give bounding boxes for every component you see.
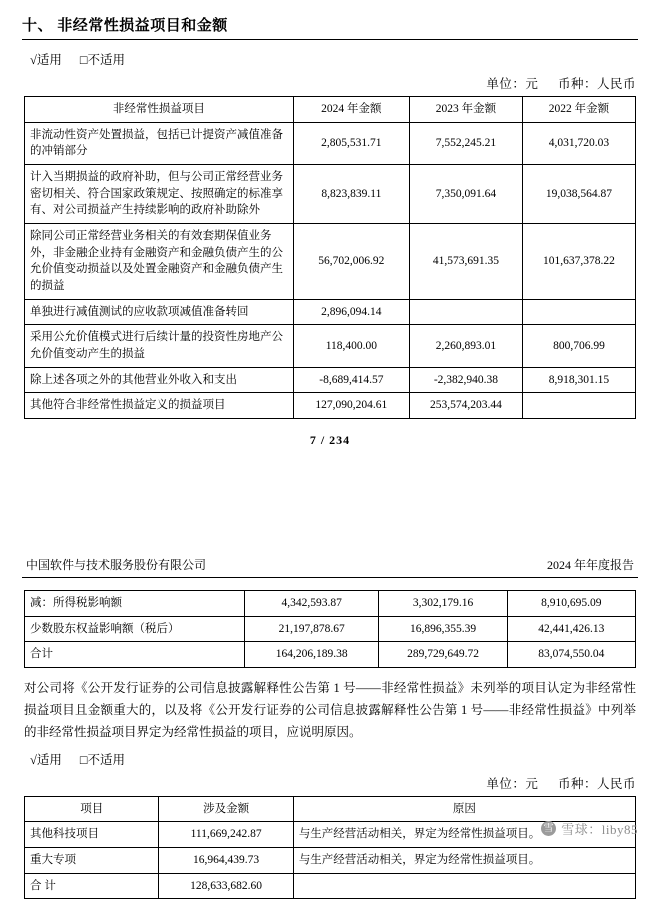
watermark-logo-icon: 雪	[541, 821, 556, 836]
running-header	[22, 556, 638, 577]
applicable-label: 适用	[36, 53, 62, 67]
not-applicable-label: 不适用	[87, 53, 125, 67]
row-value-2023: 16,896,355.39	[379, 616, 507, 642]
continued-table-wrapper	[22, 590, 638, 668]
table-row	[25, 591, 636, 617]
nonrecurring-items-table-continued	[24, 590, 636, 668]
row-amount: 128,633,682.60	[159, 873, 293, 899]
row-item-label: 少数股东权益影响额（税后）	[25, 616, 245, 642]
not-applicable-label-2: 不适用	[87, 752, 125, 767]
row-amount: 16,964,439.73	[159, 848, 293, 874]
not-applicable-option[interactable]	[80, 50, 125, 68]
column-header-2023: 2023 年金额	[409, 97, 522, 123]
row-value-2023: 41,573,691.35	[409, 224, 522, 300]
row-item-label: 重大专项	[25, 848, 159, 874]
row-value-2022: 4,031,720.03	[522, 122, 635, 164]
page-title: 十、 非经常性损益项目和金额	[22, 18, 228, 34]
row-item-label: 除上述各项之外的其他营业外收入和支出	[25, 367, 294, 393]
applicable-selector	[22, 46, 638, 72]
check-icon: √	[30, 53, 37, 67]
applicable-checked-option-2[interactable]	[30, 750, 62, 768]
row-value-2022: 8,910,695.09	[507, 591, 635, 617]
row-value-2024: 127,090,204.61	[293, 393, 409, 419]
row-value-2024: 8,823,839.11	[293, 165, 409, 224]
applicable-label-2: 适用	[36, 752, 62, 767]
row-item-label: 单独进行减值测试的应收款项减值准备转回	[25, 299, 294, 325]
table-row	[25, 848, 636, 874]
column-header-amount: 涉及金额	[159, 796, 293, 822]
row-value-2023: 289,729,649.72	[379, 642, 507, 668]
column-header-reason: 原因	[293, 796, 635, 822]
header-divider	[22, 577, 638, 578]
currency-label: 币种：人民币	[557, 77, 636, 91]
row-item-label: 采用公允价值模式进行后续计量的投资性房地产公允价值变动产生的损益	[25, 325, 294, 367]
table-row-total	[25, 642, 636, 668]
applicable-checked-option[interactable]	[30, 50, 62, 68]
watermark	[541, 819, 638, 838]
table-header-row	[25, 97, 636, 123]
row-value-2022: 19,038,564.87	[522, 165, 635, 224]
row-value-2023: 253,574,203.44	[409, 393, 522, 419]
table-row	[25, 224, 636, 300]
row-value-2024: 2,805,531.71	[293, 122, 409, 164]
unit-currency-line	[22, 72, 638, 96]
not-applicable-option-2[interactable]	[80, 750, 125, 768]
recurring-classification-table	[24, 796, 636, 899]
row-item-label: 非流动性资产处置损益，包括已计提资产减值准备的冲销部分	[25, 122, 294, 164]
unit-label: 单位：元	[486, 77, 539, 91]
row-value-2022	[522, 393, 635, 419]
row-reason: 与生产经营活动相关，界定为经常性损益项目。	[293, 848, 635, 874]
title-divider	[22, 39, 638, 40]
row-value-2024: 56,702,006.92	[293, 224, 409, 300]
row-reason: 与生产经营活动相关，界定为经常性损益项目。	[293, 822, 635, 848]
row-item-label: 合计	[25, 642, 245, 668]
table-row	[25, 393, 636, 419]
table-row	[25, 367, 636, 393]
row-value-2023: -2,382,940.38	[409, 367, 522, 393]
row-value-2022: 800,706.99	[522, 325, 635, 367]
row-item-label: 计入当期损益的政府补助，但与公司正常经营业务密切相关、符合国家政策规定、按照确定的标准享有、对公司损益产生持续影响的政府补助除外	[25, 165, 294, 224]
report-name: 2024 年年度报告	[546, 558, 634, 573]
row-item-label: 除同公司正常经营业务相关的有效套期保值业务外，非金融企业持有金融资产和金融负债产生的公允价值变动损益以及处置金融资产和金融负债产生的损益	[25, 224, 294, 300]
table-row	[25, 616, 636, 642]
table-row	[25, 325, 636, 367]
applicable-selector-2	[22, 748, 638, 772]
column-header-item: 非经常性损益项目	[25, 97, 294, 123]
row-value-2024: 4,342,593.87	[244, 591, 378, 617]
nonrecurring-items-table	[24, 96, 636, 419]
row-amount: 111,669,242.87	[159, 822, 293, 848]
column-header-2024: 2024 年金额	[293, 97, 409, 123]
check-icon: √	[30, 752, 37, 767]
row-item-label: 减：所得税影响额	[25, 591, 245, 617]
watermark-text: 雪球：liby85	[561, 822, 638, 837]
table-row	[25, 165, 636, 224]
currency-label-2: 币种：人民币	[557, 776, 636, 791]
row-value-2024: -8,689,414.57	[293, 367, 409, 393]
row-item-label: 合 计	[25, 873, 159, 899]
row-value-2022: 42,441,426.13	[507, 616, 635, 642]
unit-label-2: 单位：元	[486, 776, 539, 791]
row-reason	[293, 873, 635, 899]
row-value-2022: 83,074,550.04	[507, 642, 635, 668]
table-row	[25, 122, 636, 164]
row-value-2022: 8,918,301.15	[522, 367, 635, 393]
row-value-2024: 118,400.00	[293, 325, 409, 367]
row-value-2022: 101,637,378.22	[522, 224, 635, 300]
table-row	[25, 299, 636, 325]
column-header-project: 项目	[25, 796, 159, 822]
explanatory-paragraph: 对公司将《公开发行证券的公司信息披露解释性公告第 1 号——非经常性损益》未列举的项目认定为非经常性损益项目且金额重大的，以及将《公开发行证券的公司信息披露解释性公告第 1 号——非经常性损益》中列举的非经常性损益项目界定为经常性损益的项目，应说明原因。	[24, 681, 636, 739]
page-break-gap	[22, 448, 638, 556]
company-name: 中国软件与技术服务股份有限公司	[26, 558, 207, 573]
row-item-label: 其他符合非经常性损益定义的损益项目	[25, 393, 294, 419]
empty-checkbox-icon: □	[79, 752, 88, 767]
row-value-2024: 164,206,189.38	[244, 642, 378, 668]
table-row-total	[25, 873, 636, 899]
main-table-wrapper	[22, 96, 638, 419]
row-value-2023: 2,260,893.01	[409, 325, 522, 367]
row-value-2023: 3,302,179.16	[379, 591, 507, 617]
row-value-2023: 7,552,245.21	[409, 122, 522, 164]
row-value-2024: 21,197,878.67	[244, 616, 378, 642]
page-number: 7 / 234	[309, 433, 351, 448]
reason-table-wrapper	[22, 796, 638, 899]
empty-checkbox-icon: □	[79, 53, 88, 67]
unit-currency-line-2	[22, 772, 638, 796]
row-value-2022	[522, 299, 635, 325]
row-value-2023	[409, 299, 522, 325]
row-value-2024: 2,896,094.14	[293, 299, 409, 325]
column-header-2022: 2022 年金额	[522, 97, 635, 123]
row-item-label: 其他科技项目	[25, 822, 159, 848]
row-value-2023: 7,350,091.64	[409, 165, 522, 224]
